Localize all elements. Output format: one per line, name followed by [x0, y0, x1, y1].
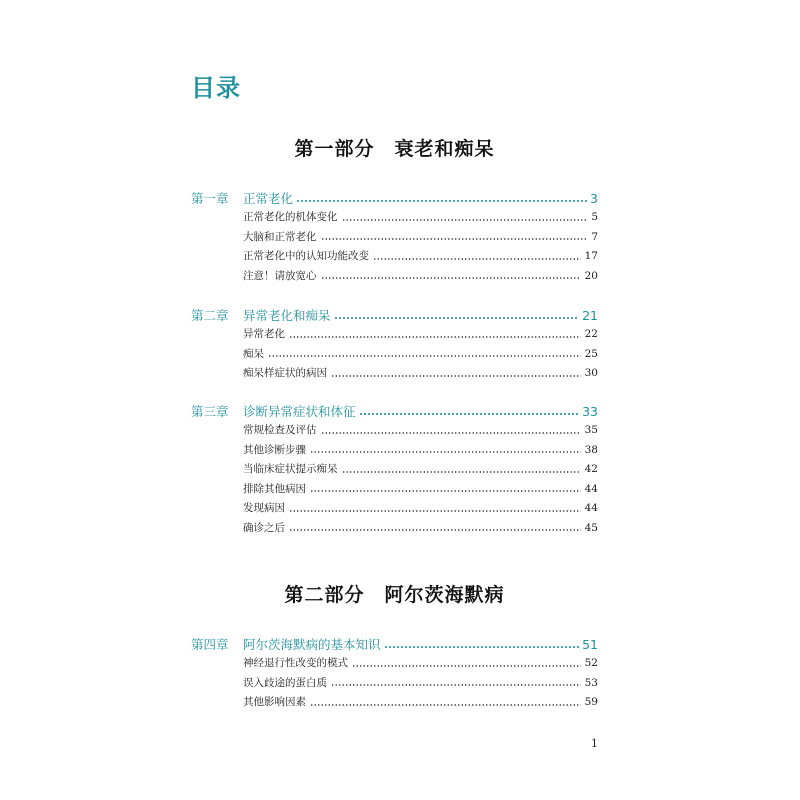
- dot-leader: [331, 684, 581, 686]
- dot-leader: [321, 277, 581, 279]
- dot-leader: [334, 317, 580, 319]
- part-title: 第二部分 阿尔茨海默病: [284, 584, 505, 606]
- chapter-title: 正常老化: [243, 191, 294, 206]
- chapter-number: 第一章: [191, 191, 229, 206]
- chapter-number: 第四章: [191, 637, 229, 652]
- dot-leader: [373, 258, 581, 260]
- chapter-block: [191, 190, 598, 286]
- dot-leader: [289, 336, 581, 338]
- section-title: 神经退行性改变的模式: [243, 657, 348, 669]
- dot-leader: [352, 665, 581, 667]
- section-page: 5: [591, 211, 598, 223]
- dot-leader: [310, 704, 581, 706]
- section-title: 其他诊断步骤: [243, 443, 306, 456]
- section-page: 22: [584, 328, 598, 340]
- section-title: 确诊之后: [243, 521, 285, 534]
- chapter-title: 阿尔茨海默病的基本知识: [243, 637, 381, 652]
- dot-leader: [289, 510, 581, 512]
- section-page: 25: [584, 347, 598, 360]
- dot-leader: [321, 432, 581, 434]
- page-title: 目录: [191, 74, 241, 102]
- section-page: 20: [584, 269, 598, 282]
- section-title: 异常老化: [243, 328, 285, 340]
- section-page: 52: [584, 657, 598, 669]
- dot-leader: [342, 219, 588, 221]
- chapter-title: 诊断异常症状和体征: [243, 404, 356, 419]
- section-title: 其他影响因素: [243, 696, 306, 708]
- dot-leader: [296, 200, 587, 202]
- toc-section-entry[interactable]: [191, 208, 598, 228]
- chapter-page: 21: [582, 308, 598, 323]
- section-title: 痴呆样症状的病因: [243, 367, 327, 379]
- dot-leader: [289, 529, 581, 531]
- section-title: 正常老化的机体变化: [243, 211, 338, 223]
- toc-section-entry[interactable]: [191, 654, 598, 674]
- dot-leader: [331, 375, 581, 377]
- toc-section-entry[interactable]: [191, 499, 598, 519]
- chapter-page: 3: [590, 191, 598, 206]
- toc-section-entry[interactable]: [191, 345, 598, 365]
- dot-leader: [310, 451, 581, 453]
- toc-chapter-entry[interactable]: [191, 636, 598, 654]
- section-title: 发现病因: [243, 502, 285, 514]
- section-title: 常规检查及评估: [243, 424, 317, 436]
- part-title: 第一部分 衰老和痴呆: [294, 138, 495, 160]
- toc-section-entry[interactable]: [191, 247, 598, 267]
- toc-section-entry[interactable]: [191, 421, 598, 441]
- section-page: 30: [584, 367, 598, 379]
- chapter-number: 第二章: [191, 308, 229, 323]
- chapter-block: [191, 403, 598, 538]
- toc-chapter-entry[interactable]: [191, 307, 598, 325]
- section-page: 38: [584, 443, 598, 456]
- section-title: 排除其他病因: [243, 482, 306, 495]
- section-title: 当临床症状提示痴呆: [243, 463, 338, 475]
- dot-leader: [268, 355, 581, 357]
- chapter-page: 51: [582, 637, 598, 652]
- chapter-title: 异常老化和痴呆: [243, 308, 331, 323]
- toc-section-entry[interactable]: [191, 441, 598, 461]
- toc-section-entry[interactable]: [191, 325, 598, 345]
- toc-chapter-entry[interactable]: [191, 190, 598, 208]
- chapter-page: 33: [582, 404, 598, 419]
- chapter-block: [191, 636, 598, 713]
- section-page: 53: [584, 676, 598, 689]
- section-page: 44: [584, 502, 598, 514]
- page-number: 1: [591, 737, 598, 750]
- toc-section-entry[interactable]: [191, 460, 598, 480]
- section-title: 大脑和正常老化: [243, 230, 317, 243]
- section-page: 42: [584, 463, 598, 475]
- section-page: 7: [591, 230, 598, 243]
- section-page: 59: [584, 696, 598, 708]
- toc-section-entry[interactable]: [191, 693, 598, 713]
- section-page: 44: [584, 482, 598, 495]
- chapter-number: 第三章: [191, 404, 229, 419]
- section-page: 45: [584, 521, 598, 534]
- dot-leader: [359, 413, 580, 415]
- section-page: 17: [584, 250, 598, 262]
- toc-section-entry[interactable]: [191, 674, 598, 694]
- section-title: 注意！请放宽心: [243, 269, 317, 282]
- toc-section-entry[interactable]: [191, 267, 598, 287]
- section-title: 痴呆: [243, 347, 264, 360]
- toc-section-entry[interactable]: [191, 364, 598, 384]
- dot-leader: [321, 238, 588, 240]
- dot-leader: [384, 646, 580, 648]
- toc-section-entry[interactable]: [191, 480, 598, 500]
- toc-section-entry[interactable]: [191, 228, 598, 248]
- toc-section-entry[interactable]: [191, 519, 598, 539]
- chapter-block: [191, 307, 598, 384]
- dot-leader: [342, 471, 581, 473]
- dot-leader: [310, 490, 581, 492]
- toc-chapter-entry[interactable]: [191, 403, 598, 421]
- section-page: 35: [584, 424, 598, 436]
- section-title: 误入歧途的蛋白质: [243, 676, 327, 689]
- section-title: 正常老化中的认知功能改变: [243, 250, 369, 262]
